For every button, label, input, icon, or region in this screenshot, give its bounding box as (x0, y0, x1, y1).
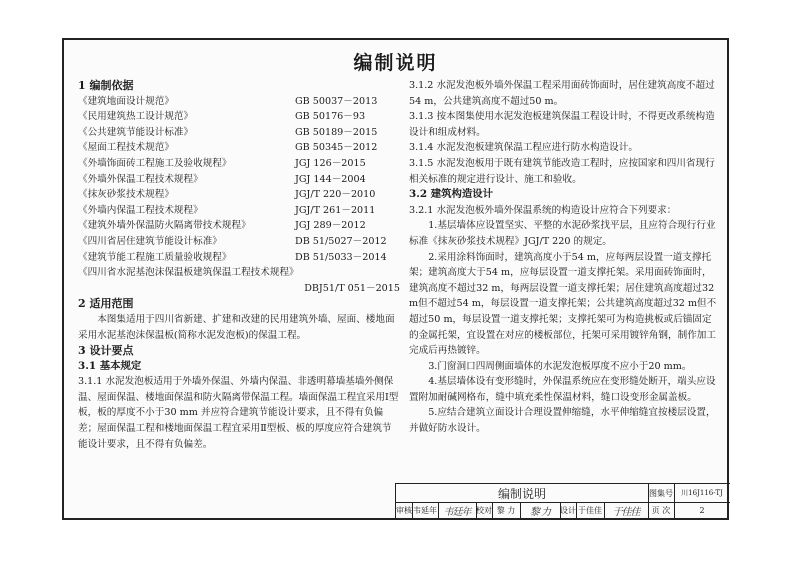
paragraph: 3.1.1 水泥发泡板适用于外墙外保温、外墙内保温、非透明幕墙基墙外侧保温、屋面保温、楼地面保温和防火隔离带保温工程。墙面保温工程宜采用Ⅰ型板，板的厚度不小于30 mm 并应符合建筑节能设计要求，且不得有负偏差；屋面保温工程和楼地面保温工程宜采用Ⅱ型板、板的厚度应符合建筑节能设计要求，且不得有负偏差。 (78, 376, 399, 450)
design-signature: 于佳佳 (604, 502, 649, 518)
paragraph: 3.1.5 水泥发泡板用于既有建筑节能改造工程时，应按国家和四川省现行相关标准的规定进行设计、施工和验收。 (409, 157, 715, 185)
check-signature: 黎 力 (520, 502, 561, 518)
reference-name: 《建筑节能工程施工质量验收规程》 (78, 251, 232, 263)
reference-name: 《建筑地面设计规范》 (78, 95, 174, 107)
design-label: 设计 (560, 502, 577, 518)
reference-item (78, 109, 400, 125)
drawing-name: 编制说明 (396, 484, 649, 502)
reference-item (78, 187, 400, 203)
subsection-heading: 3.1 基本规定 (78, 359, 142, 372)
review-name: 韦延年 (412, 502, 439, 518)
atlas-label: 图集号 (648, 484, 675, 502)
reference-code: JGJ 289－2012 (295, 220, 366, 232)
left-column (78, 78, 400, 452)
reference-code: GB 50345－2012 (295, 142, 378, 154)
paragraph: 3.1.2 水泥发泡板外墙外保温工程采用面砖饰面时，居住建筑高度不超过54 m，公共建筑高度不超过50 m。 (409, 80, 715, 107)
check-label: 校对 (476, 502, 493, 518)
subsection-heading: 3.2 建筑构造设计 (409, 188, 494, 201)
check-name: 黎 力 (492, 502, 521, 518)
reference-code: GB 50176－93 (295, 111, 366, 123)
reference-item (78, 172, 400, 188)
reference-code: DB 51/5027－2012 (295, 235, 387, 247)
reference-code: JGJ/T 220－2010 (295, 189, 376, 201)
reference-item (78, 234, 400, 250)
list-item: 3.门窗洞口四周侧面墙体的水泥发泡板厚度不应小于20 mm。 (428, 360, 692, 372)
paragraph: 3.1.3 按本图集使用水泥发泡板建筑保温工程设计时，不得更改系统构造设计和组成材料。 (409, 111, 715, 138)
reference-name: 《抹灰砂浆技术规程》 (78, 189, 174, 201)
atlas-number: 川16J116-TJ (681, 489, 723, 497)
reference-name: 《公共建筑节能设计标准》 (78, 126, 194, 138)
reference-code: DBJ51/T 051－2015 (304, 282, 400, 294)
page-number: 2 (699, 505, 705, 515)
list-item: 4.基层墙体设有变形缝时，外保温系统应在变形缝处断开，端头应设置附加耐碱网格布，缝中填充柔性保温材料，缝口设变形金属盖板。 (409, 376, 716, 403)
reference-item (78, 218, 400, 234)
section-heading: 3 设计要点 (78, 344, 134, 358)
reference-name: 《四川省居住建筑节能设计标准》 (78, 235, 222, 247)
review-label: 审核 (396, 502, 413, 518)
title-block (395, 483, 730, 518)
list-item: 5.应结合建筑立面设计合理设置伸缩缝，水平伸缩缝宜按楼层设置，并做好防水设计。 (409, 407, 716, 435)
section-heading: 1 编制依据 (78, 79, 134, 92)
reference-code: JGJ 144－2004 (295, 173, 366, 185)
reference-code: JGJ/T 261－2011 (295, 204, 376, 216)
reference-item (78, 250, 400, 266)
design-name: 于佳佳 (576, 502, 605, 518)
page-title: 编制说明 (353, 52, 438, 74)
page-label: 页 次 (648, 502, 675, 518)
reference-name: 《建筑外墙外保温防火隔离带技术规程》 (78, 220, 251, 232)
reference-item (78, 156, 400, 172)
reference-name: 《四川省水泥基泡沫保温板建筑保温工程技术规程》 (78, 267, 299, 279)
paragraph: 3.2.1 水泥发泡板外墙外保温系统的构造设计应符合下列要求： (409, 204, 677, 216)
reference-code: DB 51/5033－2014 (295, 251, 387, 263)
list-item: 2.采用涂料饰面时，建筑高度小于54 m，应每两层设置一道支撑托架；建筑高度大于54 m，应每层设置一道支撑托架。采用面砖饰面时，建筑高度不超过32 m，每两层设置一道支撑托架；居住建筑高度超过32 m但不超过54 m，每层设置一道支撑托架；公共建筑高度超过32 m但不超过50 m，每层设置一道支撑托架；支撑托架可为构造挑板或后锚固定的金属托架，宜设置在对应的楼板部位，托架可采用镀锌角钢，制作加工完成后再热镀锌。 (409, 251, 717, 357)
reference-code: GB 50037－2013 (295, 95, 378, 107)
reference-list (78, 94, 400, 266)
reference-item (78, 265, 400, 296)
drawing-sheet (62, 38, 729, 520)
list-item: 1.基层墙体应设置坚实、平整的水泥砂浆找平层，且应符合现行行业标准《抹灰砂浆技术规程》JGJ/T 220 的规定。 (409, 220, 716, 247)
right-column (409, 78, 719, 437)
reference-name: 《外墙外保温工程技术规程》 (78, 173, 203, 185)
reference-name: 《屋面工程技术规范》 (78, 142, 174, 154)
reference-code: JGJ 126－2015 (295, 157, 366, 169)
reference-name: 《民用建筑热工设计规范》 (78, 111, 194, 123)
review-signature: 韦廷年 (438, 502, 477, 518)
paragraph: 本图集适用于四川省新建、扩建和改建的民用建筑外墙、屋面、楼地面采用水泥基泡沫保温板(简称水泥发泡板)的保温工程。 (78, 313, 395, 341)
reference-name: 《外墙饰面砖工程施工及验收规程》 (78, 157, 232, 169)
section-heading: 2 适用范围 (78, 297, 134, 311)
reference-item (78, 94, 400, 110)
paragraph: 3.1.4 水泥发泡板建筑保温工程应进行防水构造设计。 (409, 142, 638, 154)
reference-name: 《外墙内保温工程技术规程》 (78, 204, 203, 216)
reference-item (78, 125, 400, 141)
reference-item (78, 140, 400, 156)
reference-item (78, 203, 400, 219)
reference-code: GB 50189－2015 (295, 126, 378, 138)
